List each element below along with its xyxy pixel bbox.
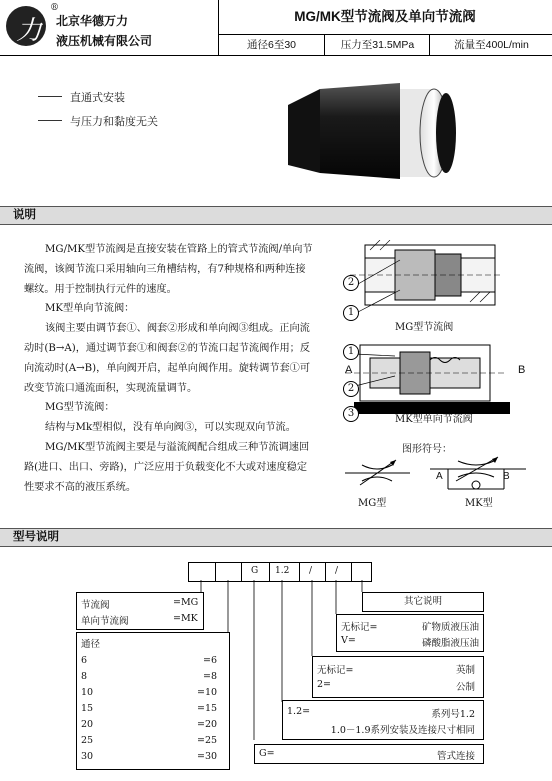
spec-pressure: 压力至31.5MPa (324, 35, 430, 55)
company-cell (0, 0, 219, 55)
mg-valve-drawing (340, 240, 500, 320)
type-box (76, 592, 204, 630)
oil-box (336, 614, 484, 652)
size-value: 20 (81, 719, 94, 730)
feature-item: 直通式安装 (70, 92, 125, 104)
size-title: 通径 (81, 639, 101, 650)
series-box (282, 700, 484, 740)
port-b-label: B (518, 364, 526, 376)
figure-caption-mk: MK型单向节流阀 (395, 414, 473, 425)
paragraph: MG/MK型节流阀主要是与溢流阀配合组成三种节流调速回路(进口、出口、旁路)，广泛应用于负载变化不大或对速度稳定性要求不高的液压系统。 (24, 441, 310, 493)
callout-3: 3 (343, 406, 359, 422)
figure-caption-mg: MG型节流阀 (395, 322, 454, 333)
description-text (24, 240, 314, 497)
code-slash: / (335, 566, 339, 576)
size-value: 10 (81, 687, 94, 698)
page-header (0, 0, 552, 56)
thread-label: 英制 (455, 665, 475, 676)
page-title: MG/MK型节流阀及单向节流阀 (218, 0, 552, 35)
callout-1: 1 (343, 344, 359, 360)
company-name-line1: 北京华德万力 (56, 14, 129, 28)
code-series: 1.2 (275, 566, 290, 576)
paragraph: MK型单向节流阀： (45, 303, 135, 315)
code-slash: / (309, 566, 313, 576)
paragraph: 该阀主要由调节套①、阀套②形成和单向阀③组成。正向流动时(B→A)，通过调节套①和阀套②的节流口起节流阀作用；反向流动时(A→B)，单向阀开启，起单向阀作用。旋转调节套①可改变节流口通流面积，实现流量调节。 (24, 323, 311, 394)
paragraph: MG型节流阀： (45, 402, 115, 414)
size-code: =10 (197, 687, 218, 698)
thread-box (312, 656, 484, 698)
size-box (76, 632, 230, 770)
symbol-label-mg: MG型 (358, 498, 387, 509)
thread-label: 公制 (455, 682, 475, 693)
spec-flow: 流量至400L/min (429, 35, 552, 55)
type-code: =MK (173, 613, 198, 624)
oil-label: 磷酸脂液压油 (421, 638, 479, 649)
paragraph: MG/MK型节流阀是直接安装在管路上的管式节流阀/单向节流阀，该阀节流口采用轴向三角槽结构，有7种规格和两种连接螺纹。用于控制执行元件的速度。 (24, 244, 313, 295)
callout-1: 1 (343, 305, 359, 321)
code-g: G (251, 566, 259, 576)
series-note: 1.0－1.9系列安装及连接尺寸相同 (330, 725, 475, 736)
size-code: =15 (197, 703, 218, 714)
feature-item: 与压力和黏度无关 (70, 116, 158, 128)
connection-box (254, 744, 484, 764)
size-value: 15 (81, 703, 94, 714)
section-header-model (0, 528, 552, 547)
oil-code: V= (341, 635, 356, 646)
size-code: =6 (203, 655, 218, 666)
connection-code: G= (259, 748, 275, 759)
other-desc-label: 其它说明 (403, 596, 442, 607)
section-title: 说明 (13, 209, 36, 221)
bullet-dash (38, 96, 62, 97)
callout-2: 2 (343, 275, 359, 291)
company-name-line2: 液压机械有限公司 (56, 34, 153, 48)
oil-code: 无标记= (341, 622, 378, 633)
symbol-label-mk: MK型 (465, 498, 493, 509)
mk-valve-drawing (340, 340, 510, 420)
paragraph: 结构与Mk型相似，没有单向阀③，可以实现双向节流。 (45, 422, 296, 434)
oil-label: 矿物质液压油 (421, 622, 479, 633)
thread-code: 2= (317, 679, 332, 690)
thread-code: 无标记= (317, 665, 354, 676)
registered-mark: ® (50, 3, 59, 13)
mk-symbol (428, 455, 528, 495)
model-code-strip (188, 562, 372, 582)
size-value: 30 (81, 751, 94, 762)
type-code: =MG (173, 597, 199, 608)
other-desc-box (362, 592, 484, 612)
bullet-dash (38, 120, 62, 121)
type-label: 单向节流阀 (81, 616, 129, 627)
series-code: 1.2= (287, 706, 311, 717)
series-label: 系列号1.2 (431, 709, 475, 720)
size-code: =8 (203, 671, 218, 682)
section-title: 型号说明 (13, 531, 59, 543)
type-label: 节流阀 (81, 600, 110, 611)
size-value: 8 (81, 671, 88, 682)
spec-diameter: 通径6至30 (246, 39, 297, 51)
size-code: =25 (197, 735, 218, 746)
size-value: 25 (81, 735, 94, 746)
logo-glyph: 力 (16, 16, 43, 46)
port-a-label: A (345, 364, 353, 376)
callout-2: 2 (343, 381, 359, 397)
size-code: =30 (197, 751, 218, 762)
company-logo (6, 6, 46, 46)
product-photo (280, 75, 470, 190)
symbol-port-b: B (503, 471, 510, 482)
size-value: 6 (81, 655, 88, 666)
section-header-description (0, 206, 552, 225)
symbol-port-a: A (436, 471, 443, 482)
mg-symbol (340, 455, 415, 490)
symbol-title: 图形符号： (402, 444, 452, 455)
size-code: =20 (197, 719, 218, 730)
connection-label: 管式连接 (436, 751, 475, 762)
